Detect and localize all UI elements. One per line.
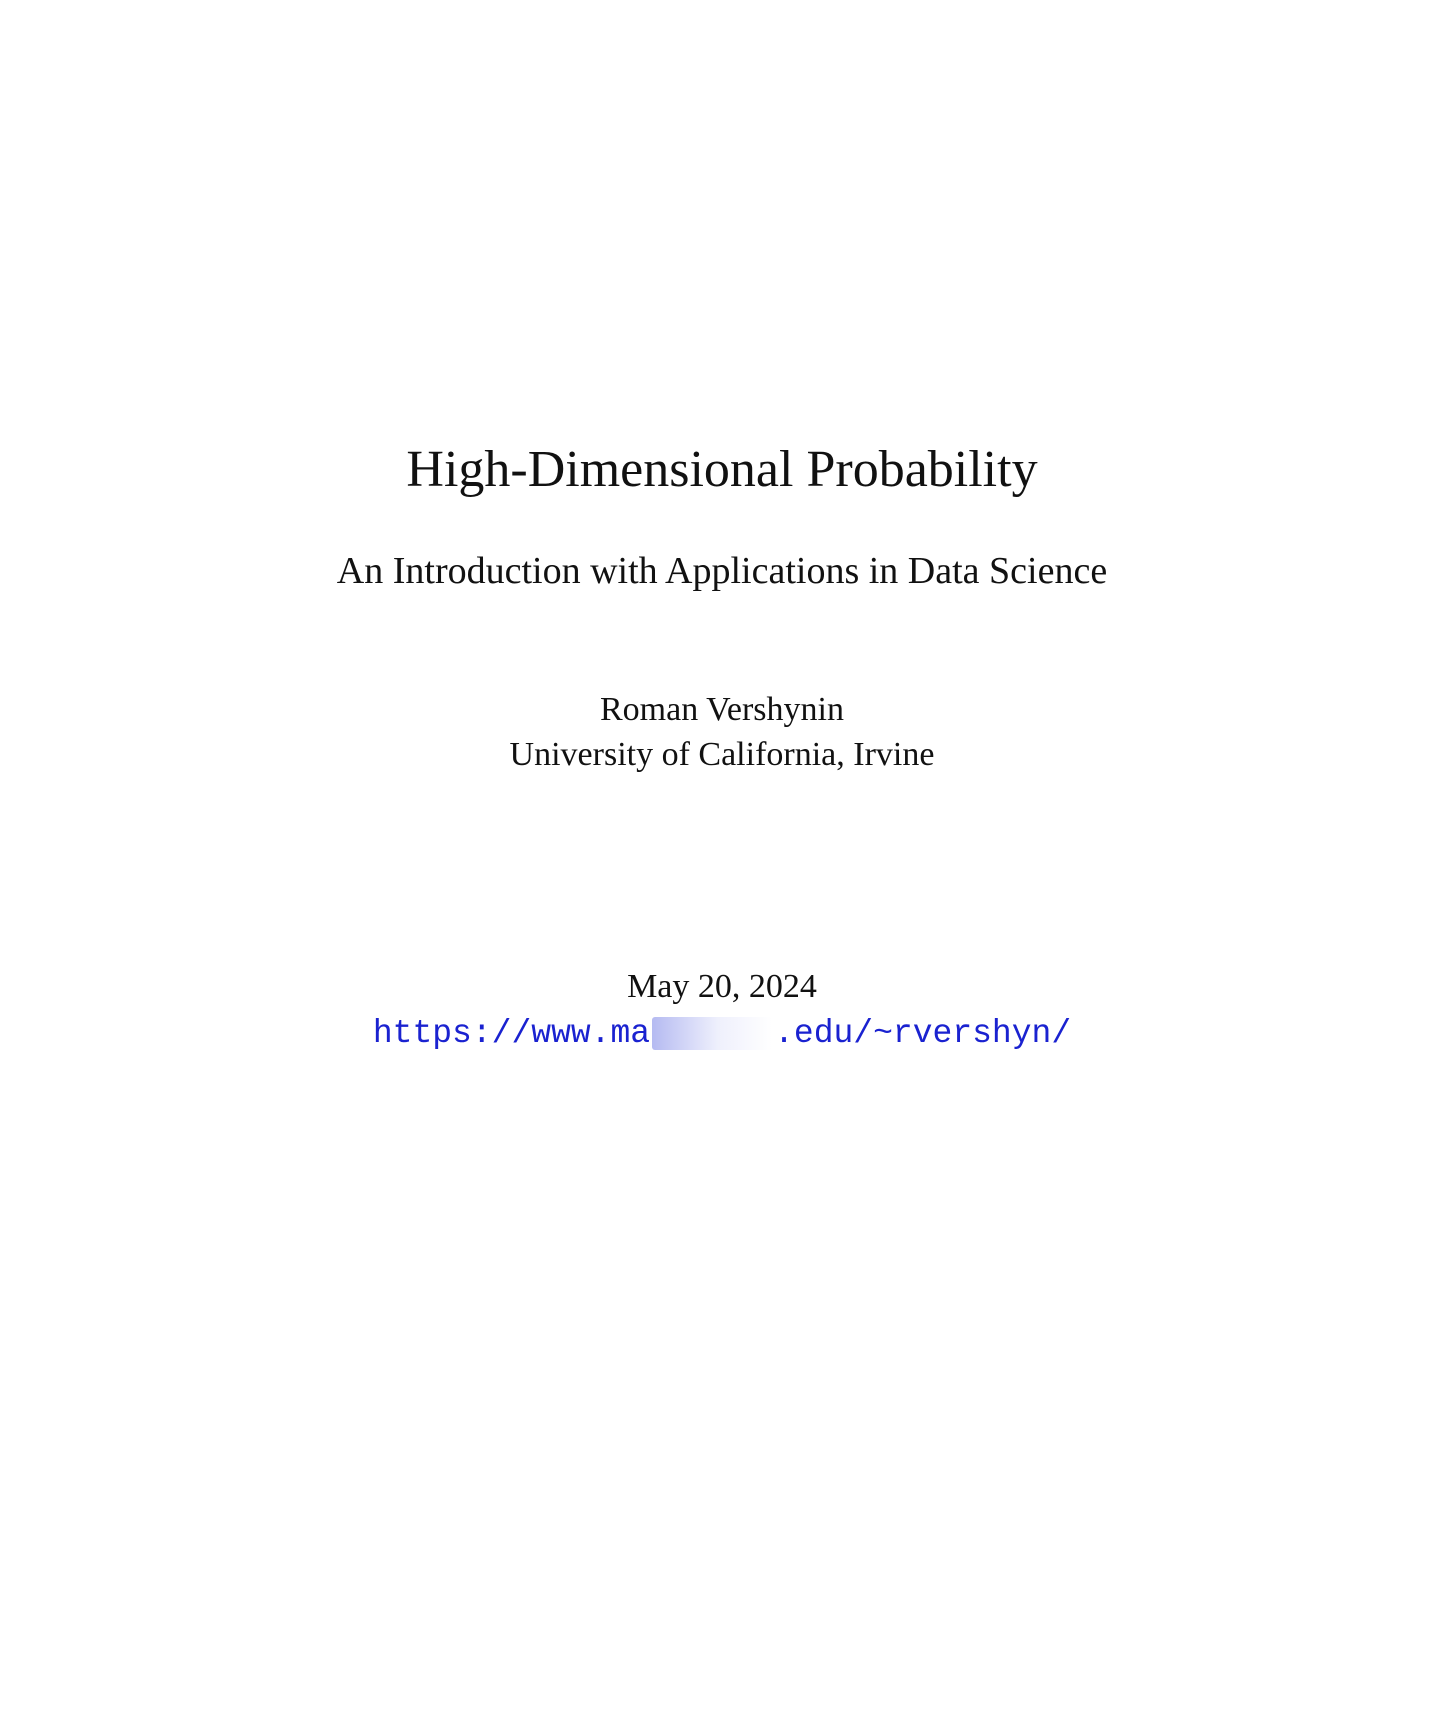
redacted-blur <box>652 1017 772 1050</box>
book-subtitle: An Introduction with Applications in Data Science <box>336 550 1108 592</box>
publication-date: May 20, 2024 <box>627 968 817 1005</box>
author-affiliation: University of California, Irvine <box>509 736 935 773</box>
url-prefix: https://www.ma <box>372 1015 651 1052</box>
author-name: Roman Vershynin <box>600 691 844 728</box>
book-title: High-Dimensional Probability <box>406 441 1038 498</box>
url-suffix: .edu/~rvershyn/ <box>774 1015 1072 1052</box>
author-homepage-link[interactable] <box>0 1012 1444 1056</box>
